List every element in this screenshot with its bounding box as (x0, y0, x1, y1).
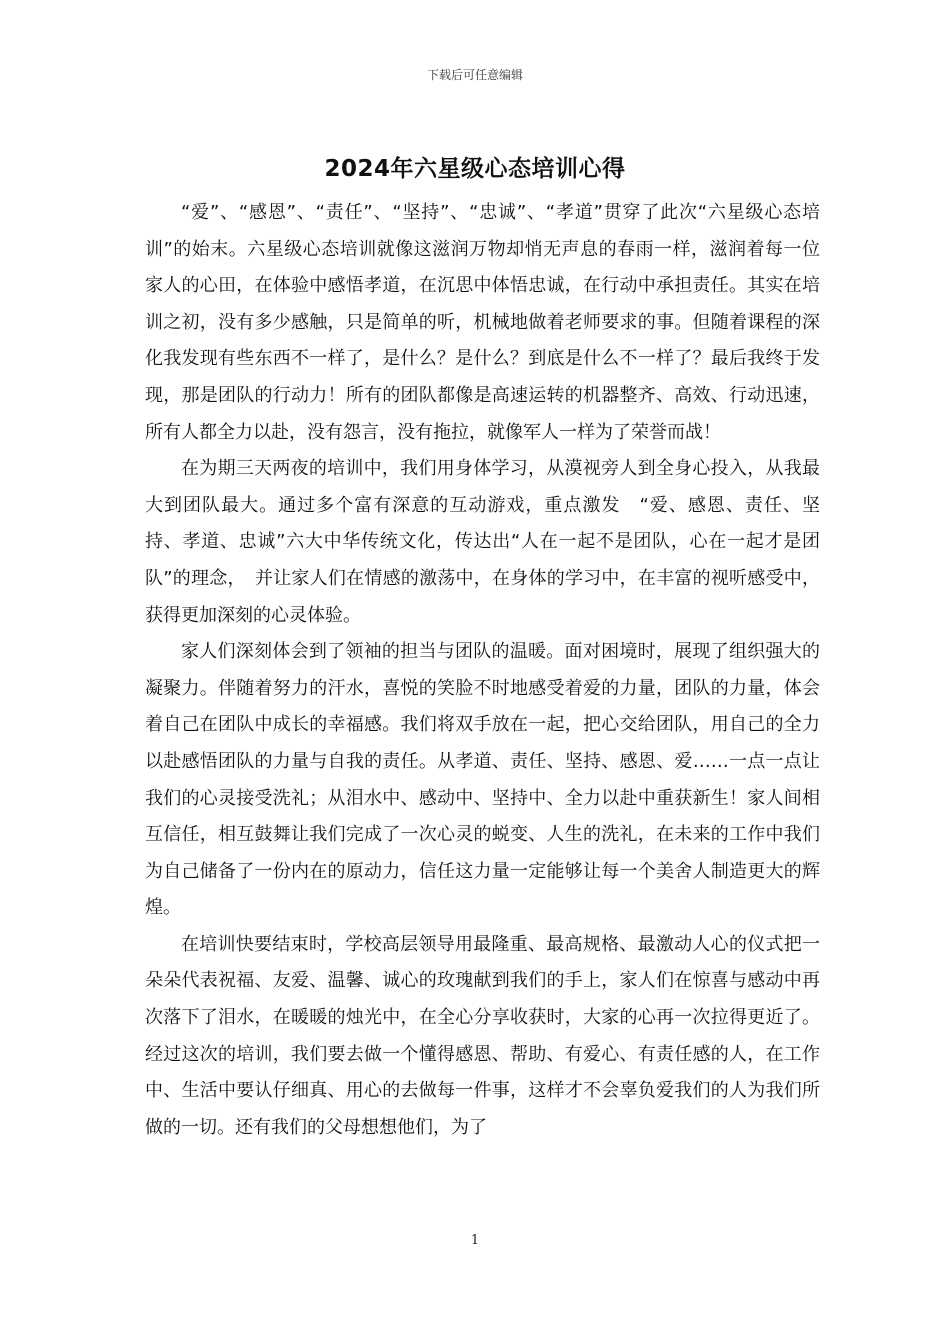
document-title: 2024年六星级心态培训心得 (324, 156, 626, 182)
document-body (145, 195, 820, 1146)
paragraph: 家人们深刻体会到了领袖的担当与团队的温暖。面对困境时，展现了组织强大的凝聚力。伴随着努力的汗水，喜悦的笑脸不时地感受着爱的力量，团队的力量，体会着自己在团队中成长的幸福感。我们将双手放在一起，把心交给团队，用自己的全力以赴感悟团队的力量与自我的责任。从孝道、责任、坚持、感恩、爱……一点一点让我们的心灵接受洗礼；从泪水中、感动中、坚持中、全力以赴中重获新生！家人间相互信任，相互鼓舞让我们完成了一次心灵的蜕变、人生的洗礼，在未来的工作中我们为自己储备了一份内在的原动力，信任这力量一定能够让每一个美舍人制造更大的辉煌。 (145, 641, 820, 919)
paragraph: 在为期三天两夜的培训中，我们用身体学习，从漠视旁人到全身心投入，从我最大到团队最大。通过多个富有深意的互动游戏，重点激发 “爱、感恩、责任、坚持、孝道、忠诚”六大中华传统文化，传达出“人在一起不是团队，心在一起才是团队”的理念， 并让家人们在情感的激荡中，在身体的学习中，在丰富的视听感受中，获得更加深刻的心灵体验。 (145, 458, 820, 626)
page-number: 1 (470, 1233, 480, 1248)
page-header: 下载后可任意编辑 (426, 68, 523, 82)
paragraph: 在培训快要结束时，学校高层领导用最隆重、最高规格、最激动人心的仪式把一朵朵代表祝福、友爱、温馨、诚心的玫瑰献到我们的手上，家人们在惊喜与感动中再次落下了泪水，在暖暖的烛光中，在全心分享收获时，大家的心再一次拉得更近了。经过这次的培训，我们要去做一个懂得感恩、帮助、有爱心、有责任感的人，在工作中、生活中要认仔细真、用心的去做每一件事，这样才不会辜负爱我们的人为我们所做的一切。还有我们的父母想想他们，为了 (145, 933, 820, 1138)
paragraph: “爱”、“感恩”、“责任”、“坚持”、“忠诚”、“孝道”贯穿了此次“六星级心态培训”的始末。六星级心态培训就像这滋润万物却悄无声息的春雨一样，滋润着每一位家人的心田，在体验中感悟孝道，在沉思中体悟忠诚，在行动中承担责任。其实在培训之初，没有多少感触，只是简单的听，机械地做着老师要求的事。但随着课程的深化我发现有些东西不一样了，是什么？是什么？到底是什么不一样了？最后我终于发现，那是团队的行动力！所有的团队都像是高速运转的机器整齐、高效、行动迅速，所有人都全力以赴，没有怨言，没有拖拉，就像军人一样为了荣誉而战！ (145, 202, 820, 443)
